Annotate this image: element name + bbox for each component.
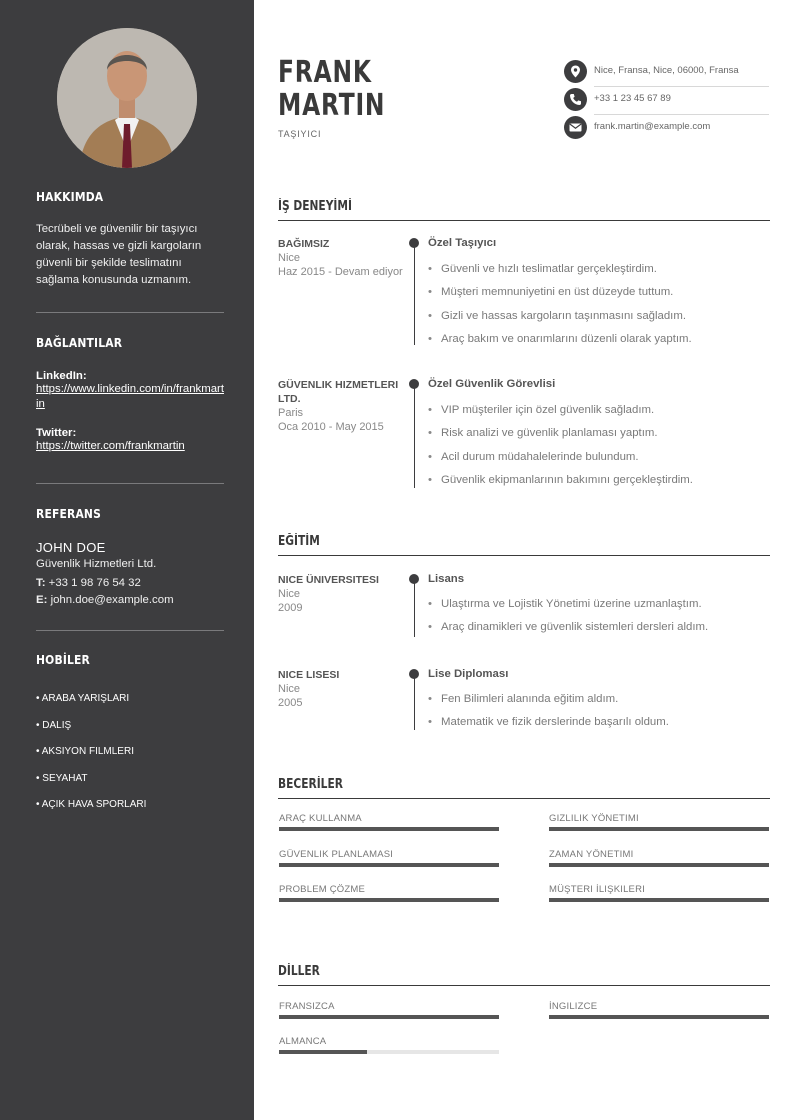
language-bar xyxy=(279,1050,499,1054)
link-linkedin xyxy=(36,370,224,412)
language-label: İNGILIZCE xyxy=(549,1001,598,1012)
full-name xyxy=(278,56,385,122)
skill-bar-fill xyxy=(549,827,769,831)
list-item: • VIP müşteriler için özel güvenlik sağladım. xyxy=(428,402,768,425)
last-name: MARTIN xyxy=(278,88,386,123)
location: Nice xyxy=(278,588,301,600)
divider xyxy=(36,483,224,484)
first-name: FRANK xyxy=(278,55,372,90)
timeline-line xyxy=(414,579,415,637)
languages-title: DİLLER xyxy=(278,964,320,979)
skill-bar xyxy=(549,827,769,831)
section-divider xyxy=(278,985,770,986)
organization: BAĞIMSIZ xyxy=(278,238,330,250)
skill-item xyxy=(549,813,769,831)
section-divider xyxy=(278,798,770,799)
skill-item xyxy=(549,884,769,902)
email-icon xyxy=(564,116,587,139)
skill-bar-fill xyxy=(549,898,769,902)
list-item: • Güvenli ve hızlı teslimatlar gerçekleştirdim. xyxy=(428,261,768,284)
degree-title: Lise Diploması xyxy=(428,668,509,680)
address-text: Nice, Fransa, Nice, 06000, Fransa xyxy=(594,65,739,76)
dates: Haz 2015 - Devam ediyor xyxy=(278,266,403,278)
hobby-item: • ARABA YARIŞLARI xyxy=(36,693,130,704)
language-bar-fill xyxy=(279,1015,499,1019)
skill-bar xyxy=(279,898,499,902)
about-text: Tecrübeli ve güvenilir bir taşıyıcı olarak, hassas ve gizli kargoların güvenli bir şekilde teslimatını sağlama konusunda uzmanım. xyxy=(36,223,202,286)
list-item: • Ulaştırma ve Lojistik Yönetimi üzerine uzmanlaştım. xyxy=(428,596,768,619)
skills-title: BECERİLER xyxy=(278,777,343,792)
linkedin-link[interactable]: https://www.linkedin.com/in/frankmartin xyxy=(36,383,225,410)
dates: 2005 xyxy=(278,697,303,709)
divider xyxy=(594,114,769,115)
timeline-dot xyxy=(409,669,419,679)
dates: Oca 2010 - May 2015 xyxy=(278,421,384,433)
language-item xyxy=(279,1001,499,1019)
link-label: Twitter: xyxy=(36,427,77,439)
bullet-list xyxy=(428,261,768,354)
skill-item xyxy=(279,849,499,867)
sidebar xyxy=(0,0,254,1120)
degree-title: Lisans xyxy=(428,573,465,585)
links-section xyxy=(36,335,224,454)
hobby-item: • AKSIYON FILMLERI xyxy=(36,746,134,757)
links-title: BAĞLANTILAR xyxy=(36,335,123,350)
experience-title: İŞ DENEYİMİ xyxy=(278,199,352,214)
hobby-item: • DALIŞ xyxy=(36,719,72,731)
contact-phone xyxy=(564,88,769,116)
skill-bar xyxy=(279,863,499,867)
bullet-list xyxy=(428,402,768,495)
dates: 2009 xyxy=(278,602,303,614)
language-label: ALMANCA xyxy=(279,1036,327,1047)
phone-icon xyxy=(564,88,587,111)
hobbies-section xyxy=(36,652,224,824)
divider xyxy=(36,312,224,313)
timeline-dot xyxy=(409,574,419,584)
hobby-item: • SEYAHAT xyxy=(36,772,88,784)
list-item: • Araç bakım ve onarımlarını düzenli olarak yaptım. xyxy=(428,331,768,354)
link-twitter xyxy=(36,427,224,454)
skill-item xyxy=(279,813,499,831)
skill-label: GÜVENLIK PLANLAMASI xyxy=(279,849,394,860)
timeline-line xyxy=(414,674,415,730)
hobbies-title: HOBİLER xyxy=(36,652,91,667)
skill-label: MÜŞTERI İLIŞKILERI xyxy=(549,884,645,895)
about-section xyxy=(36,189,224,289)
phone-value: +33 1 98 76 54 32 xyxy=(48,577,141,589)
divider xyxy=(594,86,769,87)
twitter-link[interactable]: https://twitter.com/frankmartin xyxy=(36,440,185,452)
timeline-line xyxy=(414,385,415,488)
list-item: • Müşteri memnuniyetini en üst düzeyde tuttum. xyxy=(428,284,768,307)
phone-label: T: xyxy=(36,577,46,589)
email-label: E: xyxy=(36,594,48,606)
experience-meta xyxy=(278,237,403,279)
location: Nice xyxy=(278,252,301,264)
organization: NICE ÜNIVERSITESI xyxy=(278,574,379,586)
language-bar xyxy=(549,1015,769,1019)
timeline-dot xyxy=(409,238,419,248)
profile-photo xyxy=(57,28,197,168)
location-icon xyxy=(564,60,587,83)
language-bar-fill xyxy=(279,1050,367,1054)
timeline-line xyxy=(414,243,415,345)
bullet-list xyxy=(428,596,768,643)
language-item xyxy=(279,1036,499,1054)
bullet-list xyxy=(428,691,768,738)
skill-item xyxy=(549,849,769,867)
timeline-dot xyxy=(409,379,419,389)
list-item: • Matematik ve fizik derslerinde başarılı oldum. xyxy=(428,714,768,737)
skill-label: ARAÇ KULLANMA xyxy=(279,813,362,824)
experience-meta xyxy=(278,378,403,434)
hobby-item: • AÇIK HAVA SPORLARI xyxy=(36,799,147,810)
language-label: FRANSIZCA xyxy=(279,1001,335,1012)
skill-label: GIZLILIK YÖNETIMI xyxy=(549,813,639,824)
skill-bar-fill xyxy=(549,863,769,867)
list-item: • Acil durum müdahalelerinde bulundum. xyxy=(428,449,768,472)
role-title: Özel Güvenlik Görevlisi xyxy=(428,378,556,390)
contact-email xyxy=(564,116,769,144)
list-item: • Fen Bilimleri alanında eğitim aldım. xyxy=(428,691,768,714)
skill-bar xyxy=(549,863,769,867)
section-divider xyxy=(278,555,770,556)
divider xyxy=(36,630,224,631)
skill-label: PROBLEM ÇÖZME xyxy=(279,884,365,895)
job-title: TAŞIYICI xyxy=(278,129,322,139)
location: Nice xyxy=(278,683,301,695)
list-item: • Gizli ve hassas kargoların taşınmasını sağladım. xyxy=(428,308,768,331)
link-label: LinkedIn: xyxy=(36,370,87,382)
education-meta xyxy=(278,573,403,615)
location: Paris xyxy=(278,407,304,419)
reference-name: JOHN DOE xyxy=(36,540,106,555)
reference-title: REFERANS xyxy=(36,506,102,521)
section-divider xyxy=(278,220,770,221)
language-item xyxy=(549,1001,769,1019)
education-title: EĞİTİM xyxy=(278,534,320,549)
list-item: • Risk analizi ve güvenlik planlaması yaptım. xyxy=(428,425,768,448)
about-title: HAKKIMDA xyxy=(36,189,104,204)
organization: NICE LISESI xyxy=(278,669,340,681)
skill-bar xyxy=(549,898,769,902)
skill-label: ZAMAN YÖNETIMI xyxy=(549,849,634,860)
education-meta xyxy=(278,668,403,710)
reference-company: Güvenlik Hizmetleri Ltd. xyxy=(36,558,157,570)
email-value: john.doe@example.com xyxy=(50,594,174,606)
reference-email xyxy=(36,592,224,609)
email-text[interactable]: frank.martin@example.com xyxy=(594,121,711,132)
language-bar-fill xyxy=(549,1015,769,1019)
reference-section xyxy=(36,506,224,609)
contact-address xyxy=(564,60,769,88)
role-title: Özel Taşıyıcı xyxy=(428,237,497,249)
list-item: • Araç dinamikleri ve güvenlik sistemleri dersleri aldım. xyxy=(428,619,768,642)
language-bar xyxy=(279,1015,499,1019)
reference-phone xyxy=(36,575,224,592)
skill-bar-fill xyxy=(279,863,499,867)
organization: GÜVENLIK HIZMETLERI LTD. xyxy=(278,379,399,405)
skill-bar-fill xyxy=(279,898,499,902)
skill-item xyxy=(279,884,499,902)
list-item: • Güvenlik ekipmanlarının bakımını gerçekleştirdim. xyxy=(428,472,768,495)
skill-bar-fill xyxy=(279,827,499,831)
phone-text: +33 1 23 45 67 89 xyxy=(594,93,671,104)
skill-bar xyxy=(279,827,499,831)
